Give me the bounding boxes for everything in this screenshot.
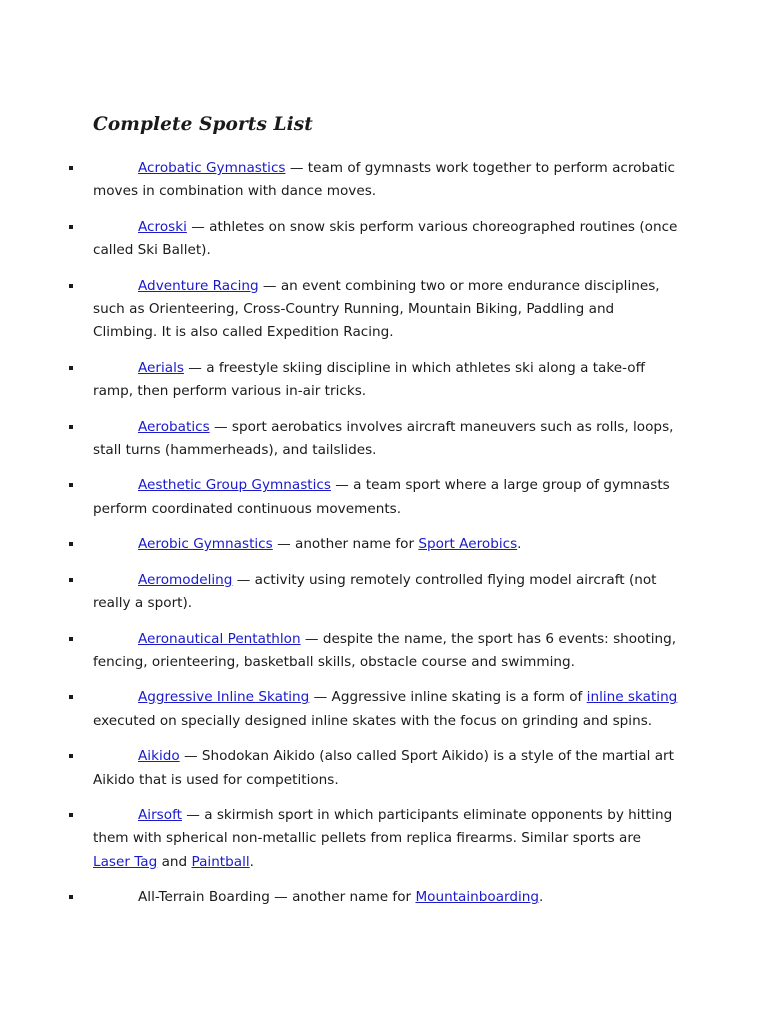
list-item — [0, 745, 768, 792]
list-item — [0, 886, 768, 909]
sport-link[interactable]: Aerobatics — [138, 418, 210, 435]
sport-name: All-Terrain Boarding — [138, 889, 270, 906]
item-description: and — [157, 853, 192, 870]
list-item — [0, 474, 768, 521]
sport-link[interactable]: Aikido — [138, 748, 180, 765]
sport-link[interactable]: Airsoft — [138, 806, 182, 823]
item-description: — a team sport where a large group of gymnasts perform coordinated continuous movements. — [93, 477, 670, 517]
bullet-icon — [69, 425, 73, 429]
item-description: — despite the name, the sport has 6 events: shooting, fencing, orienteering, basketball skills, obstacle course and swimming. — [93, 630, 677, 670]
bullet-icon — [69, 542, 73, 546]
item-text — [93, 275, 678, 345]
item-description: — another name for — [272, 536, 419, 553]
bullet-icon — [69, 166, 73, 170]
item-text — [93, 804, 678, 874]
list-item — [0, 628, 768, 675]
item-description: executed on specially designed inline skates with the focus on grinding and spins. — [93, 712, 653, 729]
sport-link[interactable]: Aerials — [138, 359, 184, 376]
inline-link[interactable]: inline skating — [586, 689, 678, 706]
inline-link[interactable]: Laser Tag — [93, 853, 158, 870]
item-text — [93, 416, 678, 463]
inline-link[interactable]: Paintball — [191, 853, 250, 870]
bullet-icon — [69, 695, 73, 699]
list-item — [0, 216, 768, 263]
sport-link[interactable]: Aeromodeling — [138, 571, 233, 588]
sport-link[interactable]: Adventure Racing — [138, 277, 259, 294]
sport-link[interactable]: Acrobatic Gymnastics — [138, 160, 286, 176]
item-description: — Aggressive inline skating is a form of — [309, 689, 587, 706]
list-item — [0, 686, 768, 733]
item-description: — sport aerobatics involves aircraft maneuvers such as rolls, loops, stall turns (hammerheads), and tailslides. — [93, 418, 674, 459]
item-text — [93, 628, 678, 675]
sport-link[interactable]: Acroski — [138, 218, 187, 235]
item-description: . — [517, 536, 522, 553]
page-title: Complete Sports List — [93, 114, 313, 135]
inline-link[interactable]: Mountainboarding — [415, 889, 540, 906]
item-description: . — [539, 889, 544, 906]
item-description: — Shodokan Aikido (also called Sport Aikido) is a style of the martial art Aikido that is used for competitions. — [93, 748, 674, 788]
bullet-icon — [69, 895, 73, 899]
sport-link[interactable]: Aesthetic Group Gymnastics — [138, 477, 331, 494]
list-item — [0, 157, 768, 204]
bullet-icon — [69, 754, 73, 758]
bullet-icon — [69, 366, 73, 370]
sports-list — [0, 157, 768, 922]
inline-link[interactable]: Sport Aerobics — [418, 536, 518, 553]
sport-link[interactable]: Aeronautical Pentathlon — [138, 630, 301, 647]
list-item — [0, 804, 768, 874]
item-text — [93, 533, 678, 556]
item-text — [93, 474, 678, 521]
item-text — [93, 686, 678, 733]
item-text — [93, 216, 678, 263]
bullet-icon — [69, 483, 73, 487]
item-description: — athletes on snow skis perform various choreographed routines (once called Ski Ballet). — [93, 218, 678, 259]
item-description: . — [249, 853, 254, 870]
item-description: — activity using remotely controlled flying model aircraft (not really a sport). — [93, 571, 657, 612]
list-item — [0, 533, 768, 556]
list-item — [0, 569, 768, 616]
item-description: — another name for — [269, 889, 416, 906]
item-description: — an event combining two or more endurance disciplines, such as Orienteering, Cross-Country Running, Mountain Biking, Paddling and Climbing. It is also called Expedition Racing. — [93, 277, 660, 341]
bullet-icon — [69, 637, 73, 641]
item-description: — a freestyle skiing discipline in which athletes ski along a take-off ramp, then perform various in-air tricks. — [93, 359, 645, 400]
item-text — [93, 886, 678, 909]
bullet-icon — [69, 578, 73, 582]
item-description: — a skirmish sport in which participants eliminate opponents by hitting them with spherical non-metallic pellets from replica firearms. Similar sports are — [93, 806, 673, 847]
item-text — [93, 157, 678, 204]
item-text — [93, 569, 678, 616]
list-item — [0, 357, 768, 404]
item-text — [93, 357, 678, 404]
bullet-icon — [69, 225, 73, 229]
item-description: — team of gymnasts work together to perform acrobatic moves in combination with dance moves. — [93, 160, 676, 200]
item-text — [93, 745, 678, 792]
bullet-icon — [69, 813, 73, 817]
sport-link[interactable]: Aggressive Inline Skating — [138, 689, 310, 706]
list-item — [0, 416, 768, 463]
list-item — [0, 275, 768, 345]
sport-link[interactable]: Aerobic Gymnastics — [138, 536, 273, 553]
bullet-icon — [69, 284, 73, 288]
